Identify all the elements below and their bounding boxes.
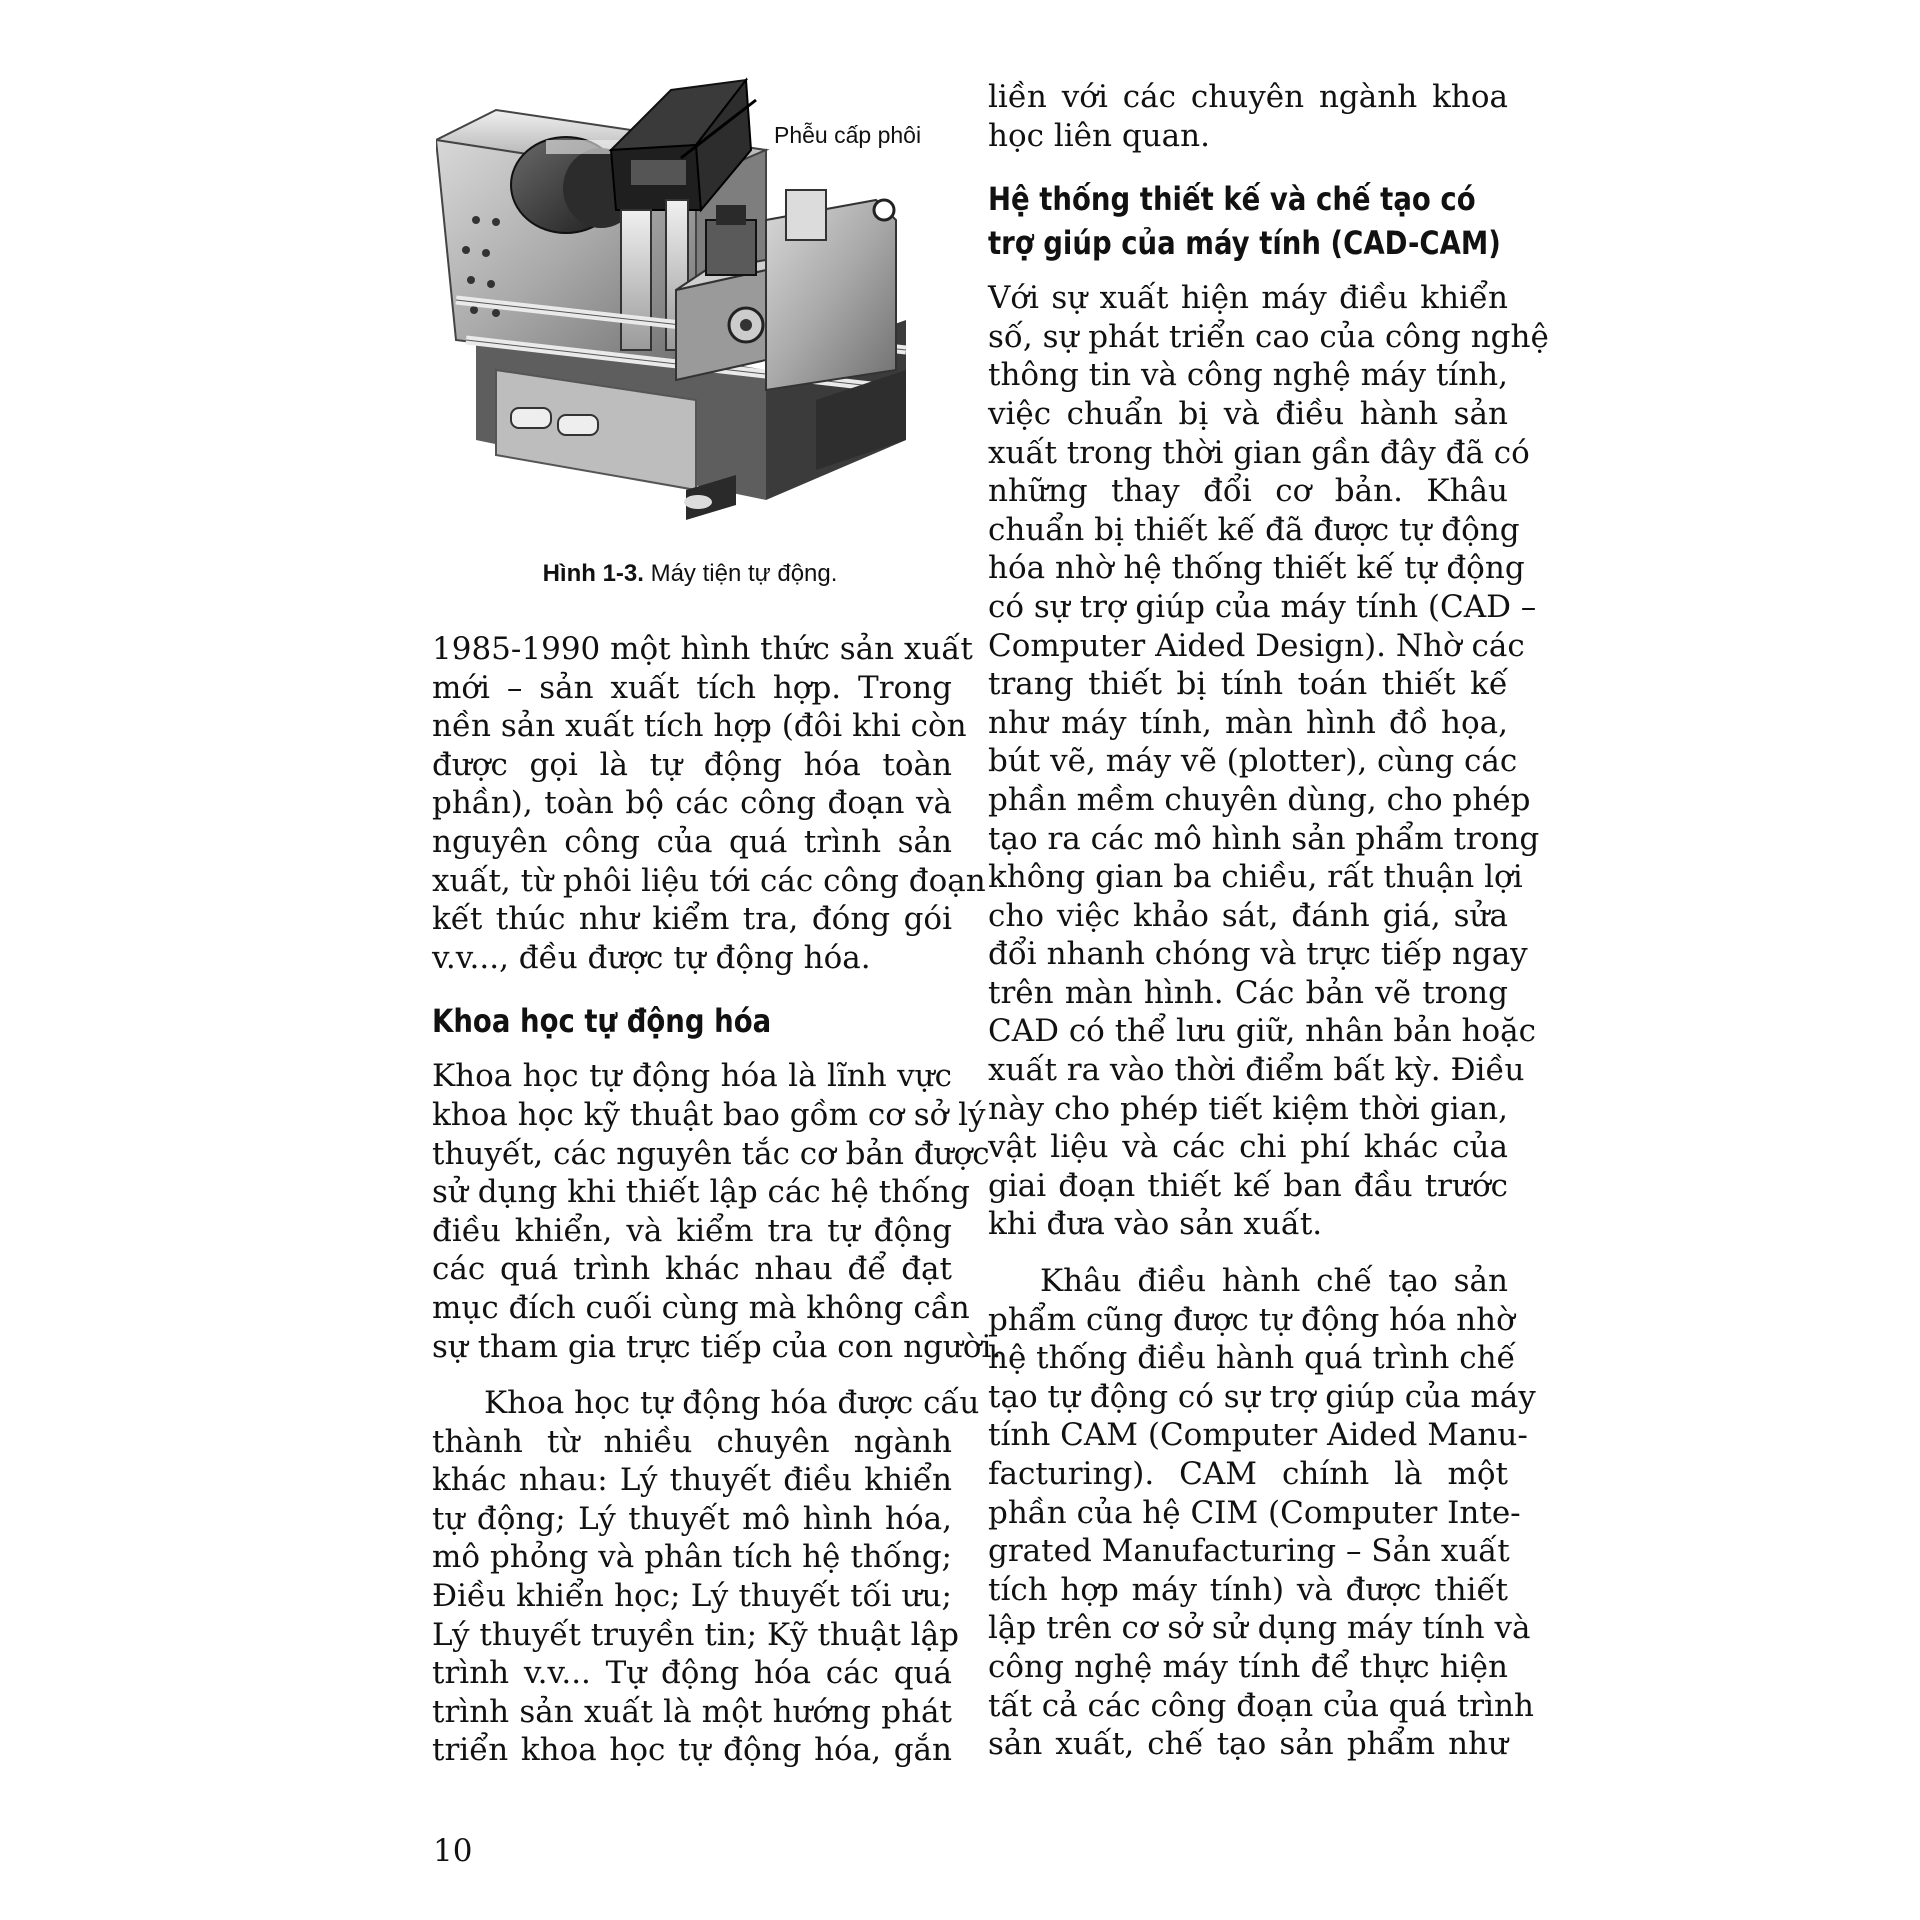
text-line: thông tin và công nghệ máy tính, xyxy=(988,357,1508,394)
text-line: mục đích cuối cùng mà không cần xyxy=(432,1289,970,1326)
text-line: liền với các chuyên ngành khoa xyxy=(988,79,1508,115)
text-line: hệ thống điều hành quá trình chế xyxy=(988,1340,1516,1377)
figure-caption xyxy=(430,560,950,588)
figure-callout-label: Phễu cấp phôi xyxy=(774,122,922,148)
text-line: lập trên cơ sở sử dụng máy tính và xyxy=(988,1610,1531,1647)
text-line: tạo ra các mô hình sản phẩm trong xyxy=(988,820,1540,857)
text-line: xuất ra vào thời điểm bất kỳ. Điều xyxy=(988,1052,1525,1089)
section-heading xyxy=(988,177,1508,265)
text-line: mới – sản xuất tích hợp. Trong xyxy=(432,669,952,706)
paragraph xyxy=(432,1384,980,1770)
text-line: tạo tự động có sự trợ giúp của máy xyxy=(988,1378,1536,1415)
section-heading-line: trợ giúp của máy tính (CAD-CAM) xyxy=(988,224,1501,263)
text-line: Khoa học tự động hóa được cấu xyxy=(484,1385,980,1422)
text-line: được gọi là tự động hóa toàn xyxy=(432,746,952,783)
text-line: khác nhau: Lý thuyết điều khiển xyxy=(432,1462,952,1499)
text-line: chuẩn bị thiết kế đã được tự động xyxy=(988,511,1520,548)
text-line: triển khoa học tự động hóa, gắn xyxy=(432,1732,952,1769)
text-line: điều khiển, và kiểm tra tự động xyxy=(432,1212,952,1249)
text-line: tự động; Lý thuyết mô hình hóa, xyxy=(432,1500,952,1537)
text-line: khoa học kỹ thuật bao gồm cơ sở lý xyxy=(432,1096,986,1133)
text-line: những thay đổi cơ bản. Khâu xyxy=(988,473,1508,510)
text-line: xuất, từ phôi liệu tới các công đoạn xyxy=(432,862,986,899)
text-line: tính CAM (Computer Aided Manu- xyxy=(988,1417,1528,1454)
text-line: số, sự phát triển cao của công nghệ xyxy=(988,318,1549,355)
text-line: Với sự xuất hiện máy điều khiển xyxy=(988,280,1508,317)
text-line: khi đưa vào sản xuất. xyxy=(988,1206,1323,1243)
text-line: tất cả các công đoạn của quá trình xyxy=(988,1687,1534,1724)
paragraph xyxy=(988,1262,1536,1764)
text-line: grated Manufacturing – Sản xuất xyxy=(988,1533,1510,1570)
page-number: 10 xyxy=(433,1833,473,1869)
text-line: Khoa học tự động hóa là lĩnh vực xyxy=(432,1058,952,1095)
text-line: Điều khiển học; Lý thuyết tối ưu; xyxy=(432,1578,952,1615)
text-line: vật liệu và các chi phí khác của xyxy=(988,1129,1508,1166)
text-line: facturing). CAM chính là một xyxy=(988,1456,1508,1492)
text-line: sử dụng khi thiết lập các hệ thống xyxy=(432,1174,970,1211)
figure-caption-text: Máy tiện tự động. xyxy=(643,560,838,587)
text-line: tích hợp máy tính) và được thiết xyxy=(988,1571,1508,1608)
text-line: công nghệ máy tính để thực hiện xyxy=(988,1648,1508,1685)
text-line: học liên quan. xyxy=(988,117,1210,154)
text-line: Computer Aided Design). Nhờ các xyxy=(988,627,1525,664)
paragraph xyxy=(432,630,986,977)
text-line: phần mềm chuyên dùng, cho phép xyxy=(988,781,1531,818)
left-column xyxy=(432,630,1002,1770)
text-line: kết thúc như kiểm tra, đóng gói xyxy=(432,901,952,938)
text-line: thành từ nhiều chuyên ngành xyxy=(432,1423,952,1460)
text-line: bút vẽ, máy vẽ (plotter), cùng các xyxy=(988,743,1518,780)
text-line: trình v.v... Tự động hóa các quá xyxy=(432,1655,952,1692)
text-line: v.v..., đều được tự động hóa. xyxy=(432,939,871,976)
text-line: các quá trình khác nhau để đạt xyxy=(432,1251,952,1288)
section-heading: Khoa học tự động hóa xyxy=(432,1002,772,1041)
text-line: nền sản xuất tích hợp (đôi khi còn xyxy=(432,708,967,745)
section-heading-line: Hệ thống thiết kế và chế tạo có xyxy=(988,180,1476,219)
text-line: trên màn hình. Các bản vẽ trong xyxy=(988,974,1508,1011)
text-line: nguyên công của quá trình sản xyxy=(432,823,952,860)
text-line: mô phỏng và phân tích hệ thống; xyxy=(432,1539,952,1576)
text-line: CAD có thể lưu giữ, nhân bản hoặc xyxy=(988,1013,1537,1050)
text-line: sản xuất, chế tạo sản phẩm như xyxy=(988,1726,1508,1763)
text-line: xuất trong thời gian gần đây đã có xyxy=(988,434,1530,471)
text-line: sự tham gia trực tiếp của con người. xyxy=(432,1328,1002,1365)
text-line: này cho phép tiết kiệm thời gian, xyxy=(988,1090,1508,1127)
text-line: đổi nhanh chóng và trực tiếp ngay xyxy=(988,936,1528,973)
right-column xyxy=(988,78,1549,1764)
paragraph xyxy=(988,78,1508,155)
text-line: Lý thuyết truyền tin; Kỹ thuật lập xyxy=(432,1616,959,1653)
text-line: không gian ba chiều, rất thuận lợi xyxy=(988,859,1523,896)
text-line: phẩm cũng được tự động hóa nhờ xyxy=(988,1301,1515,1338)
text-line: thuyết, các nguyên tắc cơ bản được xyxy=(432,1135,990,1172)
text-line: cho việc khảo sát, đánh giá, sửa xyxy=(988,897,1508,934)
paragraph xyxy=(432,1057,1002,1366)
text-line: như máy tính, màn hình đồ họa, xyxy=(988,704,1508,741)
paragraph xyxy=(988,279,1549,1244)
text-line: việc chuẩn bị và điều hành sản xyxy=(988,395,1508,432)
text-line: Khâu điều hành chế tạo sản xyxy=(1040,1263,1508,1300)
text-line: 1985-1990 một hình thức sản xuất xyxy=(432,631,973,667)
text-line: phần của hệ CIM (Computer Inte- xyxy=(988,1494,1521,1531)
text-line: giai đoạn thiết kế ban đầu trước xyxy=(988,1167,1508,1204)
figure-caption-prefix: Hình 1-3. xyxy=(542,560,644,587)
text-line: trang thiết bị tính toán thiết kế xyxy=(988,666,1508,703)
figure-lathe xyxy=(436,70,956,570)
text-line: phần), toàn bộ các công đoạn và xyxy=(432,785,952,822)
text-line: có sự trợ giúp của máy tính (CAD – xyxy=(988,588,1537,625)
text-line: trình sản xuất là một hướng phát xyxy=(432,1693,952,1730)
text-line: hóa nhờ hệ thống thiết kế tự động xyxy=(988,550,1525,587)
